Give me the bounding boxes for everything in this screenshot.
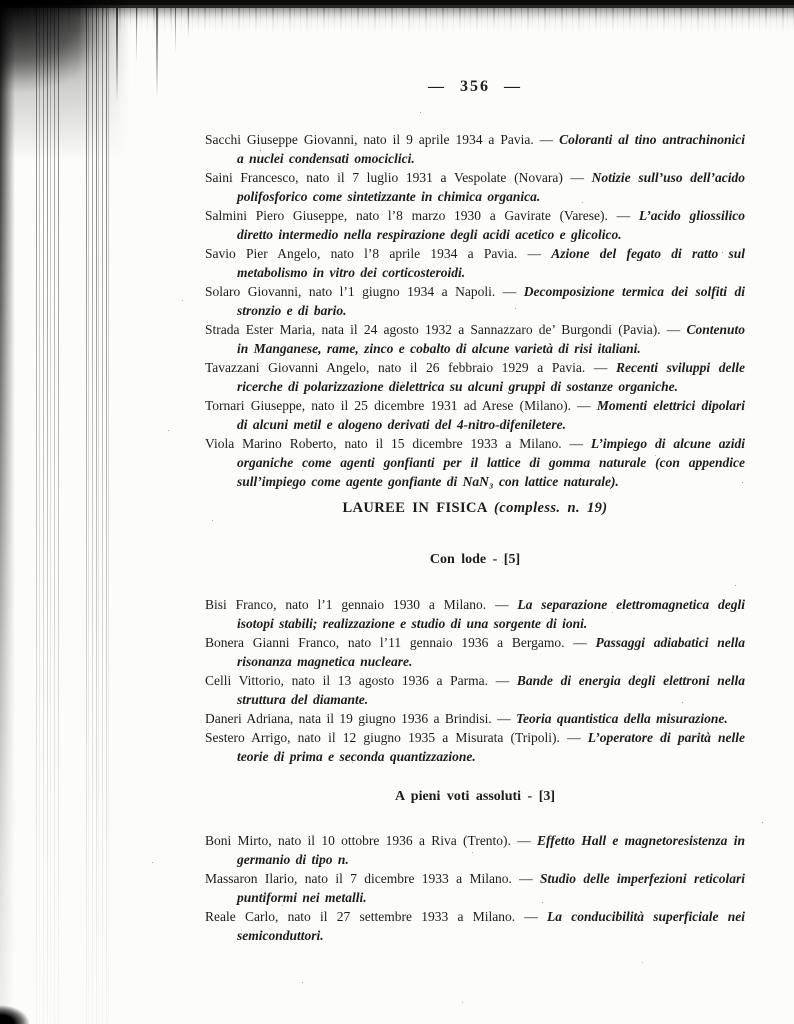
graduate-entry: [205, 130, 745, 168]
scan-noise-speckles: [0, 0, 1, 1]
subsection-con-lode: Con lode - [5]: [429, 552, 521, 567]
graduate-entry: [205, 244, 745, 282]
graduate-entry: [205, 434, 745, 491]
graduate-entry: [205, 168, 745, 206]
graduate-entry: [205, 396, 745, 434]
graduate-entry: [205, 595, 745, 633]
graduate-entry: [205, 206, 745, 244]
graduate-entry-name-info: Saini Francesco, nato il 7 luglio 1931 a Vespolate (Novara) —: [205, 170, 592, 185]
graduate-entry-thesis-title: L’operatore di parità nelle teorie di prima e seconda quantizzazione.: [237, 730, 745, 764]
section-heading-main: LAUREE IN FISICA: [342, 500, 487, 516]
section-heading-lauree-fisica: [205, 500, 745, 517]
graduate-entry-name-info: Salmini Piero Giuseppe, nato l’8 marzo 1930 a Gavirate (Varese). —: [205, 208, 639, 223]
graduate-entry-thesis-title: Recenti sviluppi delle ricerche di polarizzazione dielettrica su alcuni gruppi di sostanze organiche.: [237, 360, 746, 394]
graduate-entry-thesis-title: Effetto Hall e magnetoresistenza in germanio di tipo n.: [237, 833, 745, 867]
graduate-entry: [205, 869, 745, 907]
graduate-entry-name-info: Sacchi Giuseppe Giovanni, nato il 9 aprile 1934 a Pavia. —: [205, 132, 560, 147]
page-number: — 356 —: [428, 78, 522, 95]
page-content: [205, 0, 745, 945]
scan-corner-blob-artifact: [0, 0, 130, 190]
graduate-entry-name-info: Daneri Adriana, nata il 19 giugno 1936 a Brindisi. —: [205, 711, 516, 726]
graduate-entry-name-info: Solaro Giovanni, nato l’1 giugno 1934 a Napoli. —: [205, 284, 524, 299]
graduate-list-con-lode: [205, 595, 745, 766]
graduate-entry: [205, 282, 745, 320]
graduate-list-pieni-voti: [205, 831, 745, 945]
graduate-entry-thesis-title: Teoria quantistica della misurazione.: [515, 711, 728, 726]
graduate-entry-thesis-title: Azione del fegato di ratto sul metabolismo in vitro dei corticosteroidi.: [237, 246, 746, 280]
graduate-entry: [205, 728, 745, 766]
graduate-entry-thesis-title: Notizie sull’uso dell’acido polifosforico come sintetizzante in chimica organica.: [237, 170, 745, 204]
scan-bottom-corner-mark: [0, 1004, 40, 1024]
subsection-pieni-voti: A pieni voti assoluti - [3]: [394, 789, 556, 804]
graduate-entry: [205, 831, 745, 869]
graduate-entry-thesis-title: Momenti elettrici dipolari di alcuni metil e alogeno derivati del 4-nitro-difeniletere.: [237, 398, 745, 432]
graduate-entry-thesis-title: Passaggi adiabatici nella risonanza magnetica nucleare.: [237, 635, 745, 669]
graduate-entry-name-info: Bisi Franco, nato l’1 gennaio 1930 a Milano. —: [205, 597, 518, 612]
graduate-entry-thesis-title: La separazione elettromagnetica degli isotopi stabili; realizzazione e studio di una sorgente di ioni.: [237, 597, 745, 631]
graduate-list-chemistry: [205, 130, 745, 491]
scan-streak-marks-artifact: [112, 8, 202, 118]
section-heading-count: (compless. n. 19): [494, 500, 608, 516]
graduate-entry: [205, 320, 745, 358]
graduate-entry-thesis-title: Contenuto in Manganese, rame, zinco e cobalto di alcune varietà di risi italiani.: [237, 322, 745, 356]
graduate-entry-name-info: Boni Mirto, nato il 10 ottobre 1936 a Riva (Trento). —: [205, 833, 538, 848]
graduate-entry-name-info: Sestero Arrigo, nato il 12 giugno 1935 a Misurata (Tripoli). —: [205, 730, 588, 745]
graduate-entry-name-info: Tornari Giuseppe, nato il 25 dicembre 1931 ad Arese (Milano). —: [205, 398, 597, 413]
graduate-entry: [205, 709, 745, 728]
graduate-entry-name-info: Celli Vittorio, nato il 13 agosto 1936 a Parma. —: [205, 673, 517, 688]
graduate-entry-name-info: Savio Pier Angelo, nato l’8 aprile 1934 a Pavia. —: [205, 246, 552, 261]
graduate-entry: [205, 358, 745, 396]
graduate-entry-name-info: Tavazzani Giovanni Angelo, nato il 26 febbraio 1929 a Pavia. —: [205, 360, 617, 375]
graduate-entry-name-info: Reale Carlo, nato il 27 settembre 1933 a Milano. —: [205, 909, 548, 924]
graduate-entry: [205, 633, 745, 671]
graduate-entry-thesis-title: Coloranti al tino antrachinonici a nuclei condensati omociclici.: [237, 132, 745, 166]
graduate-entry-name-info: Strada Ester Maria, nata il 24 agosto 1932 a Sannazzaro de’ Burgondi (Pavia). —: [205, 322, 687, 337]
graduate-entry-name-info: Viola Marino Roberto, nato il 15 dicembre 1933 a Milano. —: [205, 436, 591, 451]
graduate-entry-name-info: Massaron Ilario, nato il 7 dicembre 1933 a Milano. —: [205, 871, 540, 886]
graduate-entry-thesis-title: Decomposizione termica dei solfiti di stronzio e di bario.: [237, 284, 745, 318]
graduate-entry-name-info: Bonera Gianni Franco, nato l’11 gennaio 1936 a Bergamo. —: [205, 635, 596, 650]
graduate-entry: [205, 907, 745, 945]
graduate-entry-thesis-title: Studio delle imperfezioni reticolari puntiformi nei metalli.: [237, 871, 745, 905]
graduate-entry-thesis-title: La conducibilità superficiale nei semiconduttori.: [237, 909, 745, 943]
graduate-entry-thesis-title: L’acido gliossilico diretto intermedio nella respirazione degli acidi acetico e glicolico.: [237, 208, 746, 242]
graduate-entry-thesis-title: Bande di energia degli elettroni nella struttura del diamante.: [237, 673, 745, 707]
graduate-entry: [205, 671, 745, 709]
graduate-entry-thesis-title: L’impiego di alcune azidi organiche come agenti gonfianti per il lattice di gomma naturale (con appendice sull’impiego come agente gonfiante di NaN₃ con lattice naturale).: [237, 436, 746, 489]
